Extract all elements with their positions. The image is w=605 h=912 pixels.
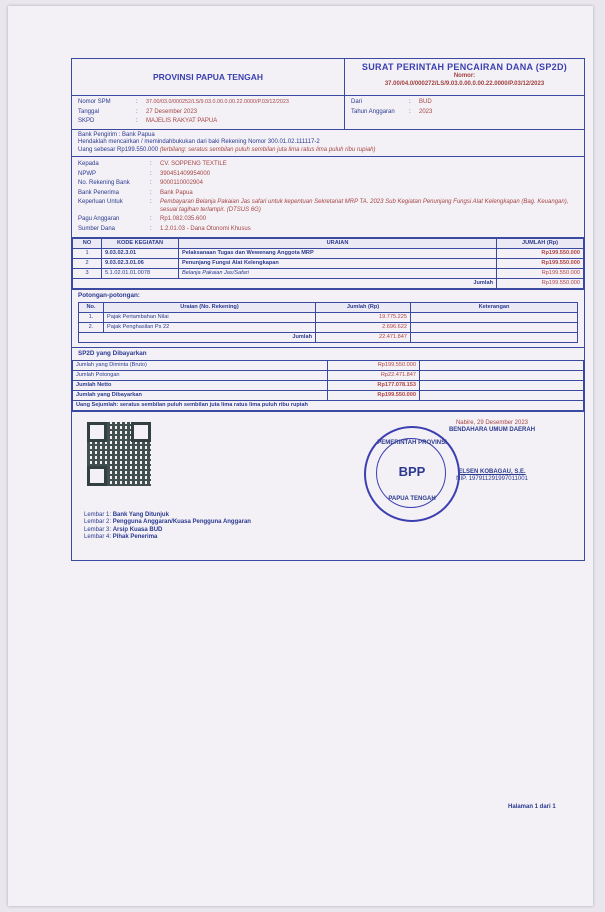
recipient-value: 9000110002904: [160, 180, 203, 186]
total-label: Jumlah: [79, 332, 316, 342]
info-row: SKPD : MAJELIS RAKYAT PAPUA: [72, 117, 344, 127]
recipient-key: Keperluan Untuk: [78, 199, 123, 205]
table-row: [73, 400, 584, 410]
recipient-value: Pembayaran Belanja Pakaian Jas safari untuk kepentuan Sekretariat MRP TA. 2023 Sub Kegiatan Penunjang Fungsi Alat Kelengkapan (Bag. Keuangan), sesuai tagihan terlampir. (DTSUS 6G): [160, 199, 569, 213]
cell-key: Jumlah Potongan: [73, 370, 328, 380]
signature-nip: NIP. 197911291997011001: [456, 476, 528, 482]
bank-section: [72, 130, 584, 158]
cell-uraian: Pajak Pertambahan Nilai: [104, 312, 316, 322]
cell-no: 3: [73, 268, 102, 278]
table-row: [73, 390, 584, 400]
col-header: JUMLAH (Rp): [497, 239, 584, 249]
col-header: NO: [73, 239, 102, 249]
recipient-row: Pagu Anggaran : Rp1.082.035.600: [72, 215, 584, 225]
page-number: Halaman 1 dari 1: [508, 804, 556, 810]
cell-jumlah: Rp199.550.000: [497, 268, 584, 278]
official-stamp: [364, 426, 460, 522]
total-label: Jumlah: [73, 278, 497, 288]
lembar-value: Pihak Penerima: [112, 534, 158, 540]
table-header-row: [73, 239, 584, 249]
info-row: Tanggal : 27 Desember 2023: [72, 108, 344, 118]
table-row: [79, 322, 578, 332]
recipient-row: NPWP : 390451409954000: [72, 170, 584, 180]
cell-key: Jumlah yang Diminta (Bruto): [73, 360, 328, 370]
province-title: PROVINSI PAPUA TENGAH: [72, 59, 345, 95]
bank-instruction: Hendaklah mencairkan / memindahbukukan dari baki Rekening Nomor 300.01.02.111117-2: [78, 139, 320, 145]
lembar-value: Arsip Kuasa BUD: [112, 526, 163, 533]
form-header: [72, 59, 584, 96]
doc-title: SURAT PERINTAH PENCAIRAN DANA (SP2D): [361, 62, 568, 72]
info-key: Tahun Anggaran: [351, 108, 395, 115]
cell-no: 1: [73, 248, 102, 258]
terbilang: Uang Sejumlah: seratus sembilan puluh sembilan juta lima ratus lima puluh ribu rupiah: [73, 400, 584, 410]
kegiatan-table: [72, 238, 584, 289]
signature-section: [72, 412, 584, 560]
table-row: [73, 258, 584, 268]
info-value: MAJELIS RAKYAT PAPUA: [146, 118, 218, 124]
cell-value: Rp177.078.153: [328, 380, 420, 390]
lembar-list: [84, 512, 251, 542]
col-header: KODE KEGIATAN: [102, 239, 179, 249]
cell-uraian: Penunjang Fungsi Alat Kelengkapan: [179, 258, 497, 268]
doc-nomor-label: Nomor:: [453, 73, 476, 80]
kegiatan-section: [72, 238, 584, 290]
lembar-value: Bank Yang Ditunjuk: [112, 511, 169, 518]
cell-keterangan: [411, 312, 578, 322]
qr-code: [87, 422, 151, 486]
recipient-value: CV. SOPPENG TEXTILE: [160, 161, 227, 167]
info-row: Nomor SPM : 37.00/03.0/000252/LS/9.03.0.00.0.00.22.0000/P.03/12/2023: [72, 98, 344, 108]
cell-jumlah: 2.696.622: [316, 322, 411, 332]
lembar-value: Pengguna Anggaran/Kuasa Pengguna Anggaran: [112, 519, 251, 525]
cell-uraian: Pelaksanaan Tugas dan Wewenang Anggota MRP: [179, 248, 497, 258]
lembar-key: Lembar 1: [84, 511, 110, 518]
col-header: No.: [79, 302, 104, 312]
info-row: Tahun Anggaran : 2023: [345, 108, 584, 118]
col-header: Jumlah (Rp): [316, 302, 411, 312]
recipient-value: Rp1.082.035.600: [160, 216, 207, 222]
table-row: [73, 248, 584, 258]
spm-info: [72, 96, 584, 130]
recipient-row: Sumber Dana : 1.2.01.03 - Dana Otonomi Khusus: [72, 225, 584, 235]
info-key: Dari: [351, 99, 363, 105]
info-key: Tanggal: [78, 108, 100, 115]
spm-info-left: [72, 96, 345, 129]
recipient-key: NPWP: [78, 170, 96, 177]
bank-amount-words: (terbilang: seratus sembilan puluh sembilan juta lima ratus lima puluh ribu rupiah): [159, 146, 376, 153]
spm-info-right: [345, 96, 584, 129]
cell-no: 2.: [79, 322, 104, 332]
col-header: Uraian (No. Rekening): [104, 302, 316, 312]
doc-title-block: [345, 59, 584, 95]
recipient-value: Bank Papua: [160, 189, 193, 196]
lembar-key: Lembar 3: [84, 526, 110, 533]
bank-amount-value: Uang sebesar Rp199.550.000: [78, 146, 159, 153]
table-row: [73, 360, 584, 370]
bank-sender: Bank Pengirim : Bank Papua: [78, 131, 155, 138]
recipient-section: [72, 157, 584, 238]
cell-kode: 9.03.02.3.01.06: [102, 258, 179, 268]
table-total-row: [73, 278, 584, 288]
potongan-title: Potongan-potongan:: [78, 291, 140, 299]
document-page: [8, 6, 593, 906]
cell-uraian: Pajak Penghasilan Ps 22: [104, 322, 316, 332]
table-row: [73, 370, 584, 380]
lembar-item: Lembar 1: Bank Yang Ditunjuk: [84, 511, 169, 518]
total-value: 22.471.847: [316, 332, 411, 342]
recipient-key: Bank Penerima: [78, 189, 120, 196]
cell-key: Jumlah yang Dibayarkan: [73, 390, 328, 400]
signature-title: BENDAHARA UMUM DAERAH: [448, 427, 536, 433]
table-row: [73, 380, 584, 390]
cell-value: Rp199.550.000: [328, 390, 420, 400]
lembar-item: Lembar 4: Pihak Penerima: [84, 534, 158, 540]
table-header-row: [79, 302, 578, 312]
potongan-section: [72, 290, 584, 348]
cell-value: Rp22.471.847: [328, 370, 420, 380]
recipient-value: 1.2.01.03 - Dana Otonomi Khusus: [160, 225, 251, 232]
col-header: Keterangan: [411, 302, 578, 312]
info-row: Dari : BUD: [345, 98, 584, 108]
recipient-value: 390451409954000: [160, 170, 211, 177]
cell-jumlah: 19.775.225: [316, 312, 411, 322]
recipient-row: Kepada : CV. SOPPENG TEXTILE: [72, 160, 584, 170]
col-header: URAIAN: [179, 239, 497, 249]
info-value: 27 Desember 2023: [146, 108, 198, 115]
dibayarkan-title: SP2D yang Dibayarkan: [78, 349, 147, 357]
signature-place-date: Nabire, 29 Desember 2023: [455, 419, 529, 426]
cell-jumlah: Rp199.550.000: [497, 248, 584, 258]
info-value: 2023: [419, 108, 433, 115]
cell-value: Rp199.550.000: [328, 360, 420, 370]
cell-no: 2: [73, 258, 102, 268]
sp2d-form: [71, 58, 585, 561]
recipient-key: Sumber Dana: [78, 225, 116, 232]
recipient-row: No. Rekening Bank : 9000110002904: [72, 179, 584, 189]
cell-key: Jumlah Netto: [73, 380, 328, 390]
potongan-table: [78, 302, 578, 343]
dibayarkan-table: [72, 360, 584, 411]
table-total-row: [79, 332, 578, 342]
lembar-item: Lembar 2: Pengguna Anggaran/Kuasa Pengguna Anggaran: [84, 519, 251, 525]
cell-jumlah: Rp199.550.000: [497, 258, 584, 268]
table-row: [73, 268, 584, 278]
stamp-center-text: BPP: [398, 463, 426, 479]
info-value: BUD: [419, 99, 432, 105]
total-value: Rp199.550.000: [497, 278, 584, 288]
info-value: 37.00/03.0/000252/LS/9.03.0.00.0.00.22.0000/P.03/12/2023: [146, 99, 289, 105]
info-key: SKPD: [78, 118, 95, 124]
info-key: Nomor SPM: [78, 99, 111, 105]
recipient-key: Kepada: [78, 161, 99, 167]
cell-no: 1.: [79, 312, 104, 322]
recipient-key: No. Rekening Bank: [78, 180, 130, 186]
cell-keterangan: [411, 322, 578, 332]
table-row: [79, 312, 578, 322]
signature-name: ELSEN KOBAGAU, S.E.: [458, 468, 526, 475]
lembar-key: Lembar 2: [84, 519, 110, 525]
cell-kode: 9.03.02.3.01: [102, 248, 179, 258]
recipient-row: Bank Penerima : Bank Papua: [72, 189, 584, 199]
dibayarkan-section: [72, 348, 584, 412]
doc-nomor-value: 37.00/04.0/000272/LS/9.03.0.00.0.00.22.0000/P.03/12/2023: [384, 80, 545, 87]
recipient-key: Pagu Anggaran: [78, 216, 120, 222]
bank-amount: [78, 147, 578, 155]
stamp-top-text: PEMERINTAH PROVINSI: [377, 439, 447, 446]
stamp-bottom-text: PAPUA TENGAH: [388, 495, 436, 502]
lembar-item: Lembar 3: Arsip Kuasa BUD: [84, 526, 163, 533]
recipient-row: Keperluan Untuk : Pembayaran Belanja Pakaian Jas safari untuk kepentuan Sekretariat MRP TA. 2023 Sub Kegiatan Penunjang Fungsi Alat Kelengkapan (Bag. Keuangan), sesuai tagihan terlampir. (DTSUS 6G): [72, 198, 584, 215]
lembar-key: Lembar 4: [84, 534, 110, 540]
cell-kode: 5.1.02.01.01.0078: [102, 268, 179, 278]
cell-uraian: Belanja Pakaian Jas/Safari: [179, 268, 497, 278]
